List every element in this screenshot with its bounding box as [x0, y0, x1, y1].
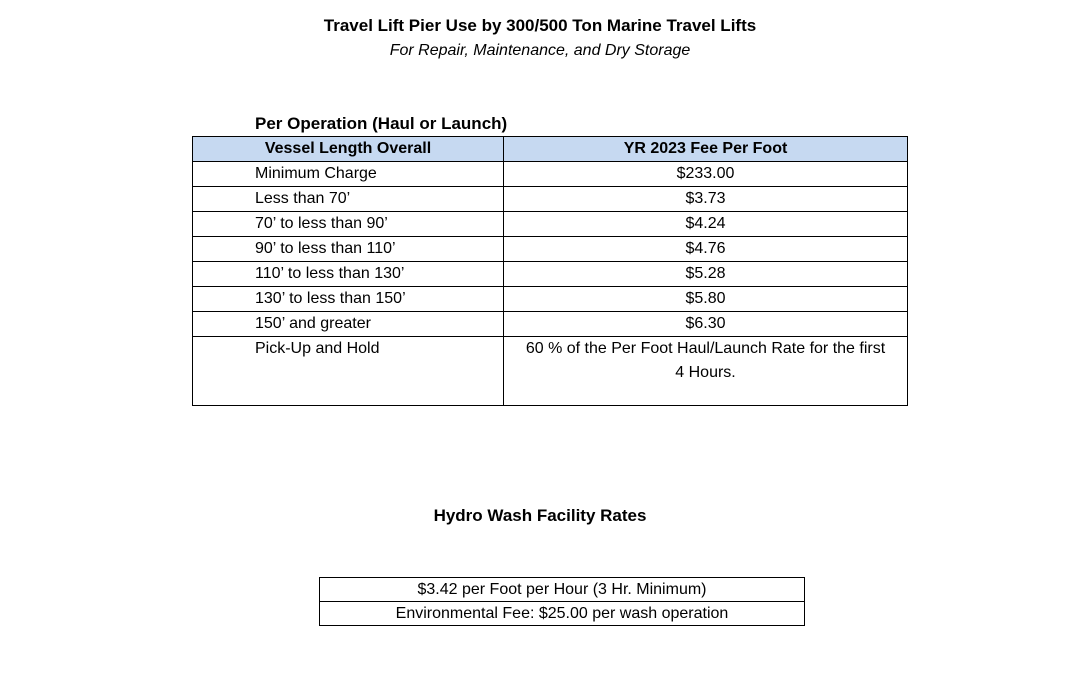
per-operation-heading: Per Operation (Haul or Launch)	[255, 114, 508, 133]
table-row	[193, 212, 908, 237]
vessel-length-cell: 70’ to less than 90’	[193, 212, 504, 237]
fee-cell: $4.76	[504, 237, 908, 262]
environmental-fee-cell: Environmental Fee: $25.00 per wash operation	[320, 602, 805, 626]
vessel-length-cell: 130’ to less than 150’	[193, 287, 504, 312]
table-row	[193, 262, 908, 287]
vessel-length-cell: Minimum Charge	[193, 162, 504, 187]
vessel-length-cell: 90’ to less than 110’	[193, 237, 504, 262]
column-header-vessel-length: Vessel Length Overall	[193, 137, 504, 162]
fee-table-header-row	[193, 137, 908, 162]
table-row	[193, 337, 908, 406]
fee-cell: $4.24	[504, 212, 908, 237]
vessel-length-cell: 150’ and greater	[193, 312, 504, 337]
per-operation-fee-table	[192, 136, 908, 406]
table-row	[193, 287, 908, 312]
hydro-wash-heading: Hydro Wash Facility Rates	[433, 506, 647, 525]
table-row	[193, 237, 908, 262]
fee-cell: $6.30	[504, 312, 908, 337]
table-row	[193, 187, 908, 212]
fee-cell: 60 % of the Per Foot Haul/Launch Rate for the first 4 Hours.	[504, 337, 908, 406]
hydro-wash-rate-cell: $3.42 per Foot per Hour (3 Hr. Minimum)	[320, 578, 805, 602]
table-row	[193, 312, 908, 337]
document-subtitle: For Repair, Maintenance, and Dry Storage	[389, 42, 691, 59]
fee-cell: $5.80	[504, 287, 908, 312]
column-header-fee-per-foot: YR 2023 Fee Per Foot	[504, 137, 908, 162]
table-row	[320, 602, 805, 626]
document-title: Travel Lift Pier Use by 300/500 Ton Marine Travel Lifts	[323, 16, 757, 35]
vessel-length-cell: Pick-Up and Hold	[193, 337, 504, 406]
vessel-length-cell: 110’ to less than 130’	[193, 262, 504, 287]
table-row	[320, 578, 805, 602]
fee-cell: $233.00	[504, 162, 908, 187]
fee-cell: $5.28	[504, 262, 908, 287]
table-row	[193, 162, 908, 187]
hydro-wash-rate-table	[319, 577, 805, 626]
vessel-length-cell: Less than 70’	[193, 187, 504, 212]
fee-cell: $3.73	[504, 187, 908, 212]
